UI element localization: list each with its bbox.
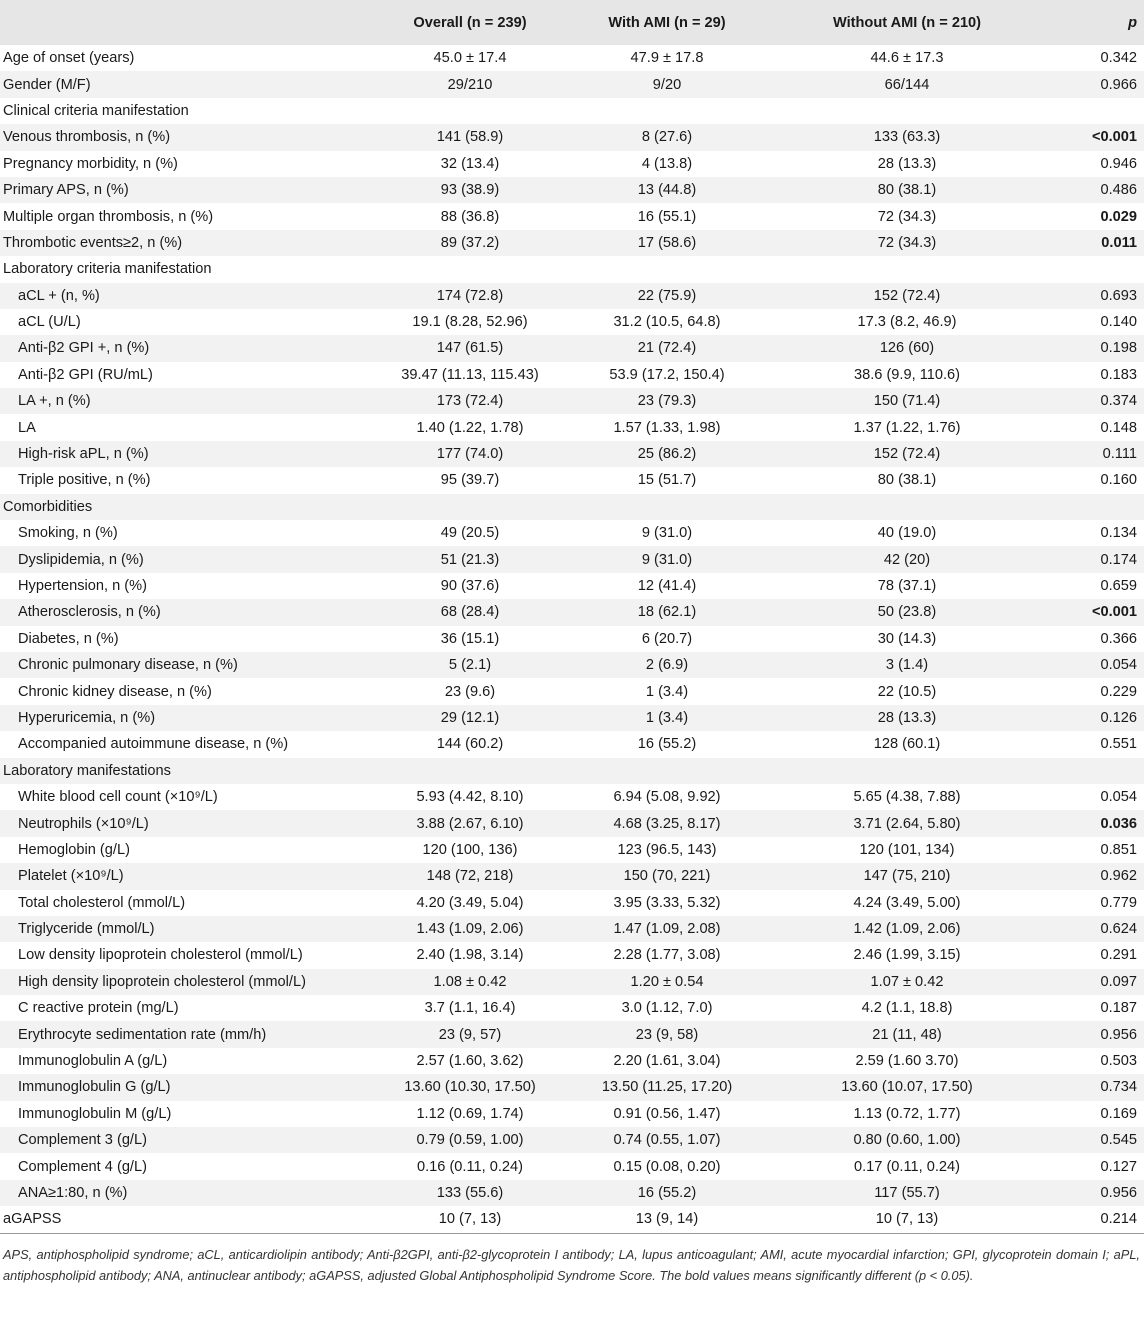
cell-overall: 0.16 (0.11, 0.24): [416, 1158, 523, 1175]
table-row: [0, 283, 1144, 309]
row-label: Immunoglobulin A (g/L): [18, 1053, 168, 1070]
cell-without-ami: 2.59 (1.60 3.70): [855, 1053, 959, 1070]
row-label: Clinical criteria manifestation: [3, 102, 189, 119]
table-row: [0, 995, 1144, 1021]
cell-overall: 141 (58.9): [436, 129, 504, 146]
cell-overall: 147 (61.5): [436, 340, 504, 357]
cell-with-ami: 150 (70, 221): [623, 868, 711, 885]
cell-p-value: 0.054: [1100, 789, 1137, 806]
table-row: [0, 1021, 1144, 1047]
cell-overall: 19.1 (8.28, 52.96): [412, 314, 528, 331]
cell-overall: 39.47 (11.13, 115.43): [401, 366, 539, 383]
row-label: Immunoglobulin G (g/L): [18, 1079, 171, 1096]
cell-with-ami: 18 (62.1): [637, 604, 697, 621]
cell-p-value: 0.140: [1100, 314, 1137, 331]
cell-with-ami: 17 (58.6): [637, 234, 697, 251]
row-label: Accompanied autoimmune disease, n (%): [18, 736, 289, 753]
cell-with-ami: 0.15 (0.08, 0.20): [613, 1158, 721, 1175]
cell-overall: 5.93 (4.42, 8.10): [416, 789, 524, 806]
row-label: Complement 3 (g/L): [18, 1132, 147, 1149]
cell-p-value: 0.097: [1100, 973, 1137, 990]
cell-with-ami: 1.57 (1.33, 1.98): [613, 419, 721, 436]
cell-without-ami: 17.3 (8.2, 46.9): [857, 314, 957, 331]
cell-with-ami: 8 (27.6): [641, 129, 693, 146]
cell-overall: [384, 98, 556, 124]
cell-with-ami: 3.0 (1.12, 7.0): [621, 1000, 713, 1017]
cell-with-ami: 2 (6.9): [645, 657, 689, 674]
table-row: [0, 546, 1144, 572]
cell-p-value: 0.036: [1100, 815, 1137, 832]
cell-without-ami: 28 (13.3): [877, 155, 937, 172]
cell-overall: [384, 256, 556, 282]
cell-without-ami: 4.24 (3.49, 5.00): [853, 894, 961, 911]
cell-p-value: [1036, 256, 1144, 282]
cell-without-ami: 0.17 (0.11, 0.24): [853, 1158, 960, 1175]
row-label: C reactive protein (mg/L): [18, 1000, 179, 1017]
cell-without-ami: 10 (7, 13): [875, 1211, 939, 1228]
table-row: [0, 1206, 1144, 1232]
cell-without-ami: 152 (72.4): [873, 287, 941, 304]
cell-p-value: 0.962: [1100, 868, 1137, 885]
cell-overall: [384, 758, 556, 784]
row-label: Pregnancy morbidity, n (%): [3, 155, 178, 172]
table-row: [0, 731, 1144, 757]
cell-overall: 45.0 ± 17.4: [433, 50, 507, 67]
cell-overall: 3.88 (2.67, 6.10): [416, 815, 524, 832]
cell-with-ami: 9/20: [652, 76, 682, 93]
cell-with-ami: [556, 758, 778, 784]
row-label: Thrombotic events≥2, n (%): [3, 234, 183, 251]
cell-p-value: 0.779: [1100, 894, 1137, 911]
cell-with-ami: 1 (3.4): [645, 683, 689, 700]
cell-without-ami: 4.2 (1.1, 18.8): [861, 1000, 953, 1017]
row-label: Hypertension, n (%): [18, 578, 147, 594]
row-label: ANA≥1:80, n (%): [18, 1184, 128, 1201]
cell-with-ami: 23 (79.3): [637, 393, 697, 410]
table-row: [0, 230, 1144, 256]
cell-without-ami: 2.46 (1.99, 3.15): [853, 947, 961, 964]
cell-overall: 3.7 (1.1, 16.4): [424, 1000, 516, 1017]
table-row: [0, 177, 1144, 203]
row-label: Anti-β2 GPI +, n (%): [18, 340, 150, 357]
cell-without-ami: 1.13 (0.72, 1.77): [853, 1105, 961, 1122]
cell-with-ami: 12 (41.4): [637, 578, 697, 594]
cell-p-value: [1036, 494, 1144, 520]
cell-overall: 68 (28.4): [440, 604, 500, 621]
cell-with-ami: 16 (55.2): [637, 1184, 697, 1201]
table-footnote: APS, antiphospholipid syndrome; aCL, anticardiolipin antibody; Anti-β2GPI, anti-β2-glycoprotein I antibody; LA, lupus anticoagulant; AMI, acute myocardial infarction; GPI, glycoprotein domain I; aPL, antiphospholipid antibody; ANA, antinuclear antibody; aGAPSS, adjusted Global Antiphospholipid Syndrome Score. The bold values means significantly different (p < 0.05).: [0, 1233, 1144, 1286]
cell-p-value: <0.001: [1091, 604, 1137, 621]
cell-overall: 148 (72, 218): [426, 868, 514, 885]
cell-overall: 177 (74.0): [436, 446, 504, 463]
cell-p-value: 0.851: [1100, 841, 1137, 858]
cell-without-ami: 72 (34.3): [877, 208, 937, 225]
cell-without-ami: 126 (60): [879, 340, 935, 357]
cell-p-value: 0.545: [1100, 1132, 1137, 1149]
cell-without-ami: 80 (38.1): [877, 472, 937, 489]
cell-without-ami: 66/144: [884, 76, 930, 93]
cell-without-ami: 50 (23.8): [877, 604, 937, 621]
cell-p-value: 0.134: [1100, 525, 1137, 542]
row-label: Primary APS, n (%): [3, 182, 129, 199]
table-row: [0, 1153, 1144, 1179]
cell-without-ami: 3 (1.4): [885, 657, 929, 674]
cell-overall: 4.20 (3.49, 5.04): [416, 894, 524, 911]
cell-p-value: 0.291: [1100, 947, 1137, 964]
row-label: aCL + (n, %): [18, 287, 100, 304]
cell-with-ami: 53.9 (17.2, 150.4): [609, 366, 725, 383]
cell-without-ami: 40 (19.0): [877, 525, 937, 542]
table-row: [0, 705, 1144, 731]
cell-overall: 1.12 (0.69, 1.74): [416, 1105, 524, 1122]
cell-p-value: 0.160: [1100, 472, 1137, 489]
cell-p-value: 0.693: [1100, 287, 1137, 304]
table-row: [0, 414, 1144, 440]
cell-with-ami: 13 (44.8): [637, 182, 697, 199]
table-row: [0, 124, 1144, 150]
cell-with-ami: 0.91 (0.56, 1.47): [613, 1105, 721, 1122]
cell-overall: 1.08 ± 0.42: [433, 973, 507, 990]
cell-overall: 95 (39.7): [440, 472, 500, 489]
cell-overall: 2.57 (1.60, 3.62): [416, 1053, 524, 1070]
row-label: Atherosclerosis, n (%): [18, 604, 161, 621]
row-label: Triglyceride (mmol/L): [18, 921, 155, 938]
cell-p-value: 0.342: [1100, 50, 1137, 67]
header-p-value: p: [1128, 14, 1137, 31]
cell-without-ami: 42 (20): [883, 551, 931, 568]
cell-p-value: 0.956: [1100, 1026, 1137, 1043]
cell-with-ami: 1 (3.4): [645, 709, 689, 726]
cell-with-ami: 6 (20.7): [641, 630, 693, 647]
cell-p-value: 0.011: [1101, 234, 1137, 251]
cell-with-ami: 13.50 (11.25, 17.20): [601, 1079, 733, 1096]
row-label: Laboratory criteria manifestation: [3, 261, 212, 278]
cell-with-ami: 3.95 (3.33, 5.32): [613, 894, 721, 911]
table-row: [0, 335, 1144, 361]
cell-p-value: 0.374: [1100, 393, 1137, 410]
cell-p-value: 0.187: [1100, 1000, 1137, 1017]
table-row: [0, 467, 1144, 493]
row-label: Complement 4 (g/L): [18, 1158, 147, 1175]
cell-p-value: 0.054: [1100, 657, 1137, 674]
cell-p-value: 0.624: [1100, 921, 1137, 938]
row-label: White blood cell count (×10⁹/L): [18, 789, 218, 806]
cell-p-value: 0.946: [1100, 155, 1137, 172]
cell-without-ami: 30 (14.3): [877, 630, 937, 647]
table-row: [0, 599, 1144, 625]
cell-overall: 0.79 (0.59, 1.00): [416, 1132, 524, 1149]
cell-without-ami: 1.07 ± 0.42: [870, 973, 944, 990]
row-label: Venous thrombosis, n (%): [3, 129, 171, 146]
cell-without-ami: 38.6 (9.9, 110.6): [853, 366, 960, 383]
row-label: Immunoglobulin M (g/L): [18, 1105, 172, 1122]
cell-with-ami: 25 (86.2): [637, 446, 697, 463]
row-label: Age of onset (years): [3, 50, 135, 67]
cell-without-ami: 152 (72.4): [873, 446, 941, 463]
cell-overall: 120 (100, 136): [422, 841, 518, 858]
cell-with-ami: 22 (75.9): [637, 287, 697, 304]
cell-without-ami: 120 (101, 134): [859, 841, 955, 858]
cell-with-ami: 47.9 ± 17.8: [630, 50, 704, 67]
row-label: Chronic kidney disease, n (%): [18, 683, 212, 700]
cell-overall: 90 (37.6): [440, 578, 500, 594]
header-with-ami: With AMI (n = 29): [608, 14, 726, 31]
row-label: Platelet (×10⁹/L): [18, 868, 124, 885]
cell-without-ami: [778, 98, 1036, 124]
row-label: Laboratory manifestations: [3, 762, 171, 779]
row-label: Total cholesterol (mmol/L): [18, 894, 186, 911]
table-body: [0, 45, 1144, 1233]
table-row: [0, 652, 1144, 678]
cell-without-ami: 128 (60.1): [873, 736, 941, 753]
cell-p-value: 0.214: [1100, 1211, 1137, 1228]
table-row: [0, 203, 1144, 229]
cell-overall: 29 (12.1): [440, 709, 500, 726]
table-row: [0, 441, 1144, 467]
header-overall: Overall (n = 239): [413, 14, 527, 31]
cell-overall: 36 (15.1): [440, 630, 500, 647]
table-row: [0, 784, 1144, 810]
cell-p-value: 0.734: [1100, 1079, 1137, 1096]
cell-with-ami: 123 (96.5, 143): [617, 841, 717, 858]
cell-p-value: 0.126: [1100, 709, 1137, 726]
cell-overall: 23 (9.6): [444, 683, 496, 700]
table-row: [0, 1180, 1144, 1206]
table-row: [0, 678, 1144, 704]
cell-with-ami: [556, 256, 778, 282]
cell-overall: [384, 494, 556, 520]
table-row: [0, 362, 1144, 388]
cell-without-ami: 78 (37.1): [877, 578, 937, 594]
table-row: [0, 1074, 1144, 1100]
cell-without-ami: 28 (13.3): [877, 709, 937, 726]
cell-with-ami: 13 (9, 14): [635, 1211, 699, 1228]
cell-without-ami: [778, 256, 1036, 282]
row-label: High density lipoprotein cholesterol (mmol/L): [18, 973, 306, 990]
row-label: Erythrocyte sedimentation rate (mm/h): [18, 1026, 267, 1043]
header-label-column: [0, 0, 384, 45]
cell-without-ami: 133 (63.3): [873, 129, 941, 146]
cell-p-value: 0.551: [1100, 736, 1137, 753]
table-header-row: [0, 0, 1144, 45]
cell-overall: 2.40 (1.98, 3.14): [416, 947, 524, 964]
cell-overall: 93 (38.9): [440, 182, 500, 199]
cell-without-ami: 3.71 (2.64, 5.80): [853, 815, 961, 832]
table-row: [0, 1048, 1144, 1074]
cell-with-ami: 23 (9, 58): [635, 1026, 699, 1043]
cell-with-ami: 15 (51.7): [637, 472, 697, 489]
table-row: [0, 942, 1144, 968]
cell-p-value: 0.503: [1100, 1053, 1137, 1070]
table-row: [0, 890, 1144, 916]
cell-overall: 23 (9, 57): [438, 1026, 502, 1043]
table-row: [0, 758, 1144, 784]
cell-without-ami: 13.60 (10.07, 17.50): [841, 1079, 973, 1096]
cell-without-ami: 1.42 (1.09, 2.06): [853, 921, 961, 938]
cell-with-ami: 16 (55.1): [637, 208, 697, 225]
cell-without-ami: 147 (75, 210): [863, 868, 951, 885]
row-label: Low density lipoprotein cholesterol (mmol/L): [18, 947, 303, 964]
cell-p-value: 0.956: [1100, 1184, 1137, 1201]
table-row: [0, 863, 1144, 889]
cell-with-ami: 9 (31.0): [641, 551, 693, 568]
row-label: aGAPSS: [3, 1211, 62, 1228]
cell-without-ami: 80 (38.1): [877, 182, 937, 199]
row-label: Anti-β2 GPI (RU/mL): [18, 366, 153, 383]
row-label: aCL (U/L): [18, 314, 81, 331]
cell-p-value: 0.198: [1100, 340, 1137, 357]
cell-with-ami: [556, 98, 778, 124]
row-label: Hemoglobin (g/L): [18, 841, 130, 858]
table-row: [0, 520, 1144, 546]
table-row: [0, 494, 1144, 520]
cell-overall: 51 (21.3): [440, 551, 500, 568]
table-row: [0, 71, 1144, 97]
cell-p-value: 0.148: [1100, 419, 1137, 436]
row-label: Dyslipidemia, n (%): [18, 551, 144, 568]
cell-overall: 89 (37.2): [440, 234, 500, 251]
cell-with-ami: 16 (55.2): [637, 736, 697, 753]
row-label: Hyperuricemia, n (%): [18, 709, 156, 726]
row-label: Neutrophils (×10⁹/L): [18, 815, 149, 832]
cell-without-ami: 72 (34.3): [877, 234, 937, 251]
row-label: Diabetes, n (%): [18, 630, 119, 647]
table-row: [0, 98, 1144, 124]
row-label: Triple positive, n (%): [18, 472, 151, 489]
cell-p-value: <0.001: [1091, 129, 1137, 146]
cell-with-ami: 4 (13.8): [641, 155, 693, 172]
cell-without-ami: 44.6 ± 17.3: [870, 50, 944, 67]
cell-with-ami: 6.94 (5.08, 9.92): [613, 789, 721, 806]
cell-without-ami: 0.80 (0.60, 1.00): [853, 1132, 961, 1149]
table-row: [0, 1101, 1144, 1127]
cell-overall: 173 (72.4): [436, 393, 504, 410]
cell-without-ami: 22 (10.5): [877, 683, 937, 700]
cell-p-value: 0.966: [1100, 76, 1137, 93]
table-row: [0, 256, 1144, 282]
row-label: High-risk aPL, n (%): [18, 446, 149, 463]
table-row: [0, 916, 1144, 942]
table-row: [0, 1127, 1144, 1153]
table-row: [0, 573, 1144, 599]
cell-p-value: 0.111: [1102, 446, 1137, 463]
table-row: [0, 45, 1144, 71]
cell-p-value: [1036, 758, 1144, 784]
cell-without-ami: [778, 494, 1036, 520]
table-row: [0, 837, 1144, 863]
table-row: [0, 388, 1144, 414]
cell-overall: 10 (7, 13): [438, 1211, 502, 1228]
row-label: LA +, n (%): [18, 393, 91, 410]
cell-p-value: 0.174: [1100, 551, 1137, 568]
table-row: [0, 810, 1144, 836]
cell-without-ami: 5.65 (4.38, 7.88): [853, 789, 961, 806]
cell-overall: 1.43 (1.09, 2.06): [416, 921, 524, 938]
cell-without-ami: 1.37 (1.22, 1.76): [853, 419, 961, 436]
cell-with-ami: 1.20 ± 0.54: [630, 973, 704, 990]
cell-with-ami: 9 (31.0): [641, 525, 693, 542]
cell-without-ami: 150 (71.4): [873, 393, 941, 410]
cell-with-ami: 2.28 (1.77, 3.08): [613, 947, 721, 964]
cell-p-value: 0.029: [1100, 208, 1137, 225]
cell-p-value: 0.486: [1100, 182, 1137, 199]
cell-without-ami: [778, 758, 1036, 784]
cell-with-ami: 21 (72.4): [637, 340, 697, 357]
row-label: Comorbidities: [3, 498, 93, 515]
cell-with-ami: 2.20 (1.61, 3.04): [613, 1053, 721, 1070]
cell-overall: 1.40 (1.22, 1.78): [416, 419, 524, 436]
cell-with-ami: 31.2 (10.5, 64.8): [613, 314, 721, 331]
row-label: Chronic pulmonary disease, n (%): [18, 657, 238, 674]
cell-p-value: 0.659: [1100, 578, 1137, 594]
header-without-ami: Without AMI (n = 210): [832, 14, 982, 31]
table-row: [0, 309, 1144, 335]
cell-overall: 88 (36.8): [440, 208, 500, 225]
table-row: [0, 969, 1144, 995]
cell-overall: 144 (60.2): [436, 736, 504, 753]
cell-with-ami: 1.47 (1.09, 2.08): [613, 921, 721, 938]
cell-p-value: 0.127: [1100, 1158, 1137, 1175]
table-row: [0, 626, 1144, 652]
cell-overall: 13.60 (10.30, 17.50): [404, 1079, 536, 1096]
cell-p-value: 0.183: [1100, 366, 1137, 383]
cell-p-value: 0.169: [1100, 1105, 1137, 1122]
cell-overall: 29/210: [447, 76, 493, 93]
cell-overall: 49 (20.5): [440, 525, 500, 542]
cell-overall: 5 (2.1): [448, 657, 492, 674]
row-label: Multiple organ thrombosis, n (%): [3, 208, 214, 225]
cell-without-ami: 117 (55.7): [874, 1184, 940, 1201]
cell-without-ami: 21 (11, 48): [872, 1026, 942, 1043]
cell-with-ami: [556, 494, 778, 520]
row-label: LA: [18, 419, 36, 436]
cell-p-value: 0.366: [1100, 630, 1137, 647]
row-label: Gender (M/F): [3, 76, 91, 93]
table-row: [0, 151, 1144, 177]
row-label: Smoking, n (%): [18, 525, 118, 542]
cell-overall: 174 (72.8): [436, 287, 504, 304]
cell-p-value: [1036, 98, 1144, 124]
cell-p-value: 0.229: [1100, 683, 1137, 700]
cell-overall: 32 (13.4): [440, 155, 500, 172]
cell-with-ami: 0.74 (0.55, 1.07): [613, 1132, 721, 1149]
cell-overall: 133 (55.6): [436, 1184, 504, 1201]
cell-with-ami: 4.68 (3.25, 8.17): [613, 815, 721, 832]
